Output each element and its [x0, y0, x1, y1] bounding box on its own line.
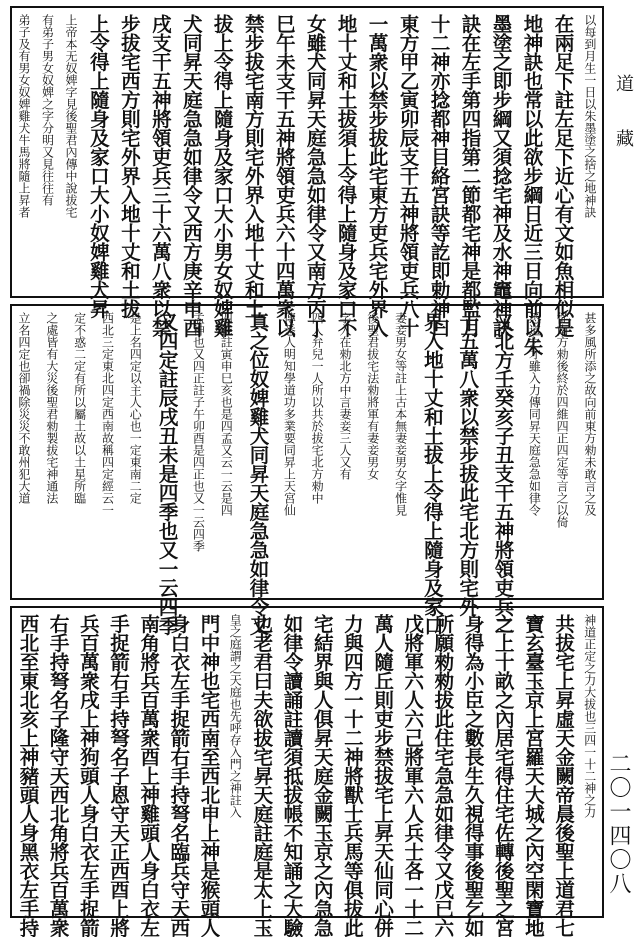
text-column: 以每到月生一日以朱墨塗之捨之地神訣: [582, 14, 597, 218]
text-column: 宅結界與人俱昇天庭金闕玉京之內急急: [310, 614, 334, 937]
text-column: 十五萬八衆以禁步拔此宅北方則宅外: [456, 312, 480, 616]
text-column: 有弟子男女奴婢之字分明又見往往有: [40, 14, 55, 206]
text-column: 右手持弩名子隆守天西北角將兵百萬衆: [46, 614, 70, 937]
text-panel-bottom: [10, 606, 604, 937]
text-column: 身白衣左手捉箭右手持弩名臨兵守天西: [167, 614, 191, 937]
column-group: [16, 614, 597, 937]
text-column: 甚多風所添之故向前東方勑未敢言之及: [582, 312, 597, 516]
text-column: 字入在勑北方中言妻妾三人又有: [337, 312, 352, 480]
text-column: 傳悉人明知學道功多業要同昇上天宮仙: [282, 312, 297, 516]
text-column: 手捉箭右手持弩名子恩守天正西酉上將: [107, 614, 131, 937]
text-column: 南角將兵百萬衆酉上神雞頭人身白衣左: [137, 614, 161, 937]
text-column: 犬同昇天庭急急如律令又西方庚辛申酉: [179, 14, 203, 337]
text-column: 十二神亦捻都神目絡宮訣等訖即勅神曰: [427, 14, 451, 337]
text-column: 立名四定也卻禍除災災不敢州犯大道: [17, 312, 31, 504]
text-column: 定不惑二定有所以屬土故以土星所臨: [72, 312, 87, 504]
text-column: 之處皆有大災後聖君勑製拔宅神通法: [44, 312, 59, 504]
column-group: [17, 14, 597, 356]
text-column: 共拔宅上昇虛天金闕帝晨後聖上道君七: [552, 614, 576, 937]
text-column: 門中神也宅西南至西北申上神是猴頭人: [197, 614, 221, 937]
text-column: 皇之庭謂之天庭也先呼存入門之神註入: [228, 614, 243, 818]
text-column: 地神訣也常以此欲步綱日近三日向前以朱: [520, 14, 544, 356]
margin-page-number: 二〇一四〇八: [606, 752, 631, 896]
text-column: 弟子及有男女奴婢雞犬牛馬將隨上昇者: [17, 14, 31, 218]
text-column: 四維註寅申巳亥也是四孟又云一云是四: [219, 312, 234, 516]
text-column: 地十丈和土拔須上令得上隨身及家口不: [334, 14, 358, 337]
text-column: 界入地十丈和土拔上令得上隨身及家口: [420, 312, 444, 635]
text-column: 又北方壬癸亥子丑支干五神將領吏兵二: [491, 312, 515, 635]
margin-collection-title: 道 藏: [613, 74, 634, 155]
text-column: 孟神也又四正註子午卯酉是四正也又一云四季: [191, 312, 206, 552]
text-column: 所願勑勑拔此住宅急急如律令又戊已六: [431, 614, 455, 937]
text-column: 如律令讀誦註讀須抵拔帳不知誦之大驗: [280, 614, 304, 937]
text-column: 妻妾男女等註上古本無妻妾男女字惟見: [393, 312, 408, 516]
text-column: 西北至東北亥上神豬頭人身黑衣左手持: [16, 614, 40, 937]
text-column: 後聖君拔宅法勑將軍有妻妾男女: [365, 312, 380, 480]
text-column: 戌支干五神將領吏兵三十六萬八衆以禁: [148, 14, 172, 337]
text-column: 真之位奴婢雞犬同昇天庭急急如律令又: [246, 312, 270, 635]
text-column: 悉道之才雖入力傳同昇天庭急急如律令: [527, 312, 542, 516]
text-column: 戊將軍六人六己將軍六人兵士各一十二: [401, 614, 425, 937]
text-panel-middle: [10, 304, 604, 635]
text-column: 之上十畝之內居宅得住宅佐轉後聖之宮: [491, 614, 515, 937]
text-column: 女雖犬同昇天庭急急如律令又南方丙丁: [303, 14, 327, 337]
text-column: 身得為小臣之數長生久視得事後聖乞如: [461, 614, 485, 937]
text-column: 又四定註辰戌丑未是四季也又一云四季: [155, 312, 179, 635]
text-column: 是上名四定以主人心也一定東南二定: [128, 312, 143, 504]
text-column: 一萬衆以禁步拔此宅東方吏兵宅外界入: [365, 14, 389, 337]
column-group: [17, 312, 597, 635]
text-column: 神道正定之力大拔也三四一十二神之力: [582, 614, 597, 818]
text-panel-top: [10, 6, 604, 356]
text-column: 上令得上隨身及家口大小奴婢雞犬昇: [86, 14, 110, 318]
text-column: 東方甲乙寅卯辰支干五神將領吏兵八十: [396, 14, 420, 337]
text-column: 寶玄臺玉京上宮羅天大城之內空閑寶地: [521, 614, 545, 937]
text-column: 上帝本无奴婢字見後聖君內傳中說拔宅: [63, 14, 78, 218]
scripture-page: [10, 6, 604, 937]
text-column: 四人弁兒一人所以共於拔宅北方勑中: [310, 312, 325, 504]
text-column: 兵百萬衆戌上神狗頭人身白衣左手捉箭: [76, 614, 100, 937]
text-column: 拔上令得上隨身及家口大小男女奴婢雞: [210, 14, 234, 337]
text-column: 萬人隨丘則吏步禁拔宅上昇天仙同心併: [371, 614, 395, 937]
text-column: 也老君曰夫欲拔宅昇天庭註庭是太上玉: [250, 614, 274, 937]
text-column: 從南方勑後終於四維四正四定等言之以倚: [555, 312, 570, 528]
text-column: 訣在左手第四指第二節都宅神是都監月: [458, 14, 482, 337]
text-column: 禁步拔宅南方則宅外界入地十丈和土: [241, 14, 265, 318]
text-column: 力與四方一十二神將獸士兵馬等俱拔此: [340, 614, 364, 937]
text-column: 在兩足下註左足下近心有文如魚相似是: [551, 14, 575, 337]
text-column: 墨塗之即步綱又須捻宅神及水神竈神訣: [489, 14, 513, 337]
text-column: 西北三定東北四定西南故稱四定經云一: [100, 312, 115, 516]
text-column: 巳午未支干五神將領吏兵六十四萬衆以: [272, 14, 296, 337]
text-column: 步拔宅西方則宅外界入地十丈和土拔: [117, 14, 141, 318]
